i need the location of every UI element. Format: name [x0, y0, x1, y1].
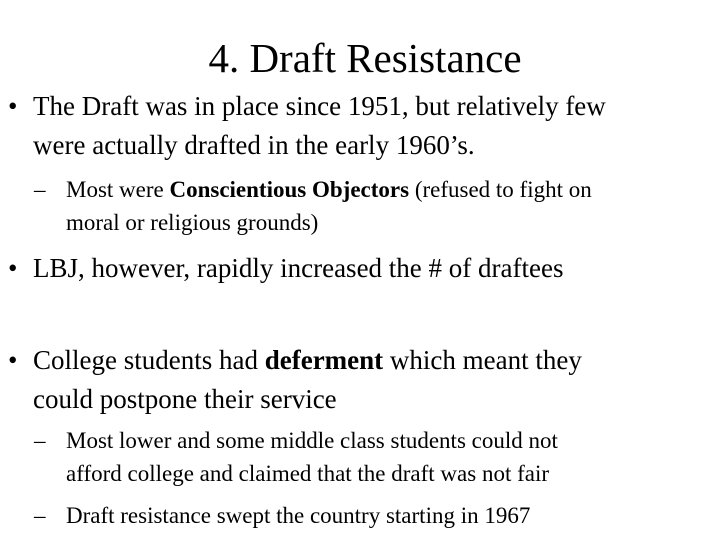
bullet-marker: •: [8, 345, 18, 375]
text-segment: (refused to fight on: [409, 177, 592, 202]
bullet-text-line: [33, 342, 720, 378]
dash-marker: –: [34, 428, 46, 453]
dash-marker: –: [34, 177, 46, 202]
bullet-marker: •: [8, 91, 18, 121]
sub-bullet-text-line: [66, 175, 720, 205]
bullet-text-line: The Draft was in place since 1951, but relatively few: [33, 91, 606, 121]
bullet-text-line: could postpone their service: [33, 384, 337, 414]
bullet-text-line: LBJ, however, rapidly increased the # of draftees: [33, 253, 564, 283]
sub-bullet-text-line: Most lower and some middle class students could not: [66, 428, 558, 453]
sub-bullet-text-line: moral or religious grounds): [66, 210, 319, 235]
slide-title: 4. Draft Resistance: [208, 35, 522, 81]
text-segment: Most were: [66, 177, 170, 202]
text-segment: which meant they: [383, 345, 582, 375]
dash-marker: –: [34, 503, 46, 528]
bullet-text-line: were actually drafted in the early 1960’s.: [33, 130, 475, 160]
text-segment: College students had: [33, 345, 265, 375]
bullet-marker: •: [8, 253, 18, 283]
bold-term: Conscientious Objectors: [169, 177, 410, 202]
sub-bullet-text-line: afford college and claimed that the draft was not fair: [66, 461, 550, 486]
bold-term: deferment: [264, 345, 384, 375]
sub-bullet-text-line: Draft resistance swept the country starting in 1967: [66, 503, 531, 528]
